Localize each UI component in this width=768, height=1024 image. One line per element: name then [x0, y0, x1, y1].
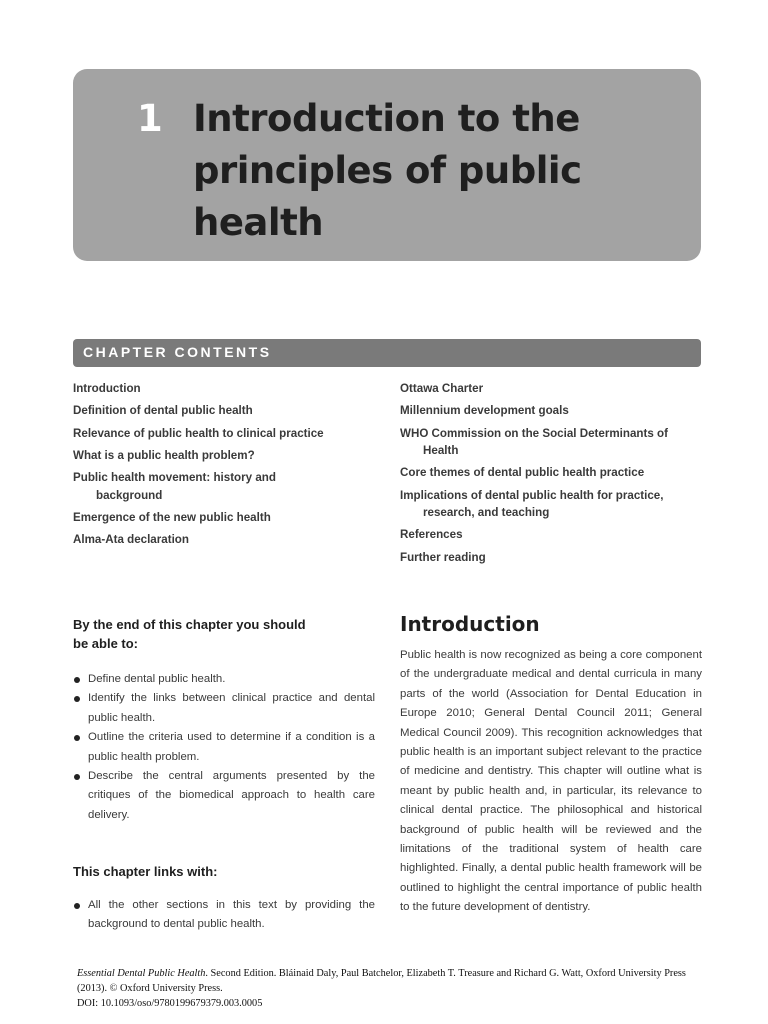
- chapter-title: Introduction to the principles of public health: [193, 97, 582, 244]
- contents-item: Relevance of public health to clinical practice: [73, 426, 324, 440]
- introduction-body: Public health is now recognized as being a core component of the undergraduate medical and dental curricula in many parts of the world (Association for Dental Education in Europe 2010; General Dental Council 2011; General Medical Council 2009). This recognition acknowledges that public health is an important subject relevant to the practice of medicine and dentistry. This chapter will outline what is meant by public health and, in particular, its relevance to clinical dental practice. The philosophical and historical background of public health will be reviewed and the limitations of the traditional system of health care highlighted. Finally, a dental public health framework will be outlined to highlight the central importance of public health to the future development of dentistry.: [400, 649, 702, 914]
- link-text: All the other sections in this text by providing the background to dental public health.: [88, 899, 375, 931]
- doi-text: DOI: 10.1093/oso/9780199679379.003.0005: [77, 998, 263, 1009]
- chapter-contents-heading: CHAPTER CONTENTS: [83, 344, 272, 360]
- list-item: [73, 728, 375, 767]
- chapter-contents-bar: [73, 339, 701, 367]
- objectives-heading: By the end of this chapter you should be able to:: [73, 617, 306, 651]
- bullet-icon: [74, 677, 80, 683]
- contents-item: Millennium development goals: [400, 404, 569, 418]
- contents-item: Further reading: [400, 550, 486, 564]
- contents-item: Definition of dental public health: [73, 404, 253, 418]
- contents-list-right: [400, 380, 700, 571]
- list-item: [73, 896, 375, 935]
- contents-item: Emergence of the new public health: [73, 510, 271, 524]
- page-footer: [77, 966, 687, 1011]
- contents-list-left: [73, 380, 373, 554]
- book-title: Essential Dental Public Health: [77, 968, 206, 979]
- list-item: [73, 689, 375, 728]
- objective-text: Define dental public health.: [88, 673, 226, 685]
- links-heading: This chapter links with:: [73, 864, 218, 879]
- contents-item: Public health movement: history and background: [73, 471, 276, 502]
- contents-item: WHO Commission on the Social Determinants of Health: [400, 426, 668, 458]
- contents-item: Core themes of dental public health practice: [400, 466, 645, 480]
- introduction-section: [400, 610, 702, 918]
- objectives-list: [73, 670, 375, 825]
- contents-item: Introduction: [73, 382, 141, 395]
- bullet-icon: [74, 774, 80, 780]
- citation-text: . Second Edition. Bláinaid Daly, Paul Batchelor, Elizabeth T. Treasure and Richard G. Watt, Oxford University Press (2013). © Oxford University Press.: [77, 968, 686, 994]
- contents-item: Ottawa Charter: [400, 382, 484, 395]
- bullet-icon: [74, 735, 80, 741]
- learning-objectives: [73, 615, 375, 825]
- objective-text: Identify the links between clinical practice and dental public health.: [88, 692, 375, 724]
- contents-item: References: [400, 528, 463, 542]
- objective-text: Outline the criteria used to determine if a condition is a public health problem.: [88, 731, 375, 763]
- introduction-heading: Introduction: [400, 612, 540, 636]
- list-item: [73, 767, 375, 825]
- links-list: [73, 896, 375, 935]
- contents-item: Alma-Ata declaration: [73, 533, 189, 547]
- objective-text: Describe the central arguments presented by the critiques of the biomedical approach to health care delivery.: [88, 770, 375, 821]
- contents-item: What is a public health problem?: [73, 448, 255, 462]
- contents-item: Implications of dental public health for practice, research, and teaching: [400, 488, 664, 520]
- chapter-links: [73, 862, 375, 935]
- chapter-number: 1: [137, 97, 163, 140]
- bullet-icon: [74, 903, 80, 909]
- chapter-banner: [73, 69, 701, 261]
- list-item: [73, 670, 375, 689]
- bullet-icon: [74, 696, 80, 702]
